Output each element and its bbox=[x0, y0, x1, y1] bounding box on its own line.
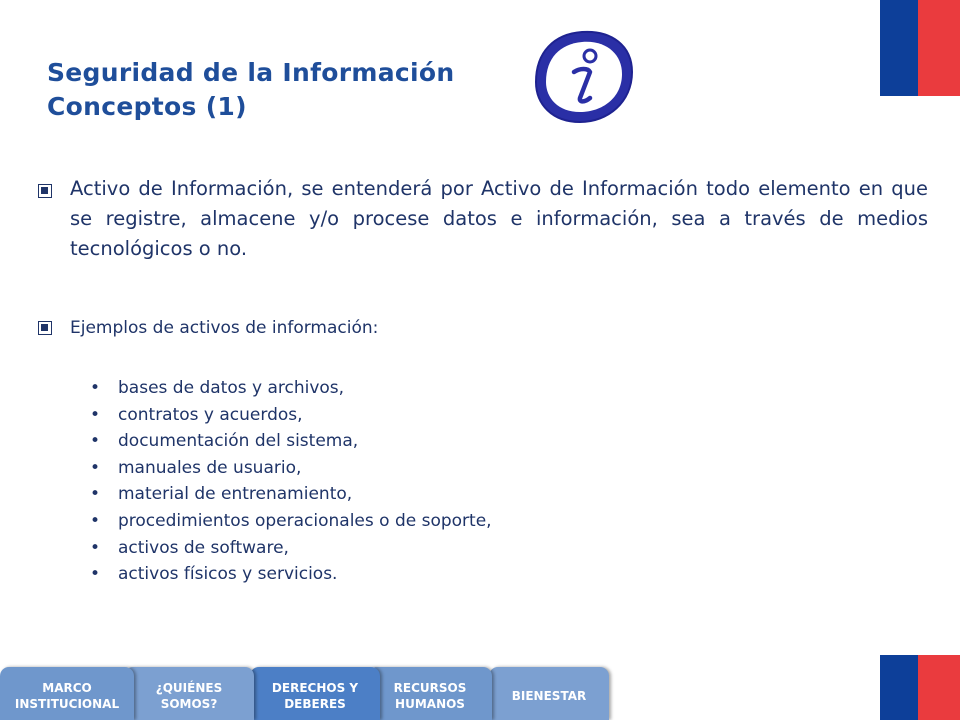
list-item-text: material de entrenamiento, bbox=[118, 484, 353, 505]
nav-quienes-somos-button[interactable] bbox=[124, 667, 254, 720]
nav-label: INSTITUCIONAL bbox=[14, 696, 120, 711]
nav-label: ¿QUIÉNES bbox=[155, 680, 223, 695]
nav-label: MARCO bbox=[42, 680, 92, 695]
bullet-dot: • bbox=[90, 510, 101, 531]
slide-title bbox=[47, 56, 454, 124]
bullet-dot: • bbox=[90, 431, 101, 452]
list-item bbox=[90, 561, 492, 588]
nav-label: DERECHOS Y bbox=[271, 680, 359, 695]
info-icon bbox=[530, 28, 638, 126]
activo-definition: Activo de Información, se entenderá por Activo de Información todo elemento en que se registre, almacene y/o procese datos e información, sea a través de medios tecnológicos o no. bbox=[70, 177, 928, 260]
bullet-dot: • bbox=[90, 457, 101, 478]
flag-stripe-top bbox=[880, 0, 960, 96]
nav-bienestar-button[interactable] bbox=[489, 667, 609, 720]
list-item bbox=[90, 535, 492, 562]
list-item bbox=[90, 402, 492, 429]
nav-recursos-humanos-button[interactable] bbox=[368, 667, 492, 720]
checkbox-bullet-icon bbox=[38, 184, 52, 198]
list-item-text: manuales de usuario, bbox=[118, 457, 302, 478]
bullet-dot: • bbox=[90, 564, 101, 585]
list-item-text: activos físicos y servicios. bbox=[118, 564, 338, 585]
bullet-dot: • bbox=[90, 404, 101, 425]
nav-derechos-deberes-button[interactable] bbox=[250, 667, 380, 720]
flag-red-band bbox=[918, 655, 960, 720]
checkbox-bullet-icon bbox=[38, 321, 52, 335]
flag-red-band bbox=[918, 0, 960, 96]
list-item bbox=[90, 375, 492, 402]
bullet-dot: • bbox=[90, 378, 101, 398]
title-line-1: Seguridad de la Información bbox=[47, 58, 455, 87]
examples-list bbox=[90, 375, 492, 588]
title-line-2: Conceptos (1) bbox=[47, 92, 247, 121]
flag-stripe-bottom bbox=[880, 655, 960, 720]
nav-label: SOMOS? bbox=[160, 696, 218, 711]
nav-label: RECURSOS bbox=[393, 680, 467, 695]
list-item-text: contratos y acuerdos, bbox=[118, 404, 303, 425]
bottom-nav bbox=[0, 667, 620, 720]
list-item bbox=[90, 455, 492, 482]
list-item bbox=[90, 508, 492, 535]
examples-heading: Ejemplos de activos de información: bbox=[70, 318, 379, 338]
list-item-text: documentación del sistema, bbox=[118, 431, 359, 452]
nav-label: BIENESTAR bbox=[511, 688, 587, 703]
nav-label: HUMANOS bbox=[395, 696, 465, 711]
list-item bbox=[90, 481, 492, 508]
list-item bbox=[90, 428, 492, 455]
nav-label: DEBERES bbox=[284, 696, 346, 711]
flag-blue-band bbox=[880, 0, 918, 96]
bullet-dot: • bbox=[90, 537, 101, 558]
flag-blue-band bbox=[880, 655, 918, 720]
list-item-text: procedimientos operacionales o de soporte, bbox=[118, 510, 492, 531]
list-item-text: bases de datos y archivos, bbox=[118, 378, 345, 398]
list-item-text: activos de software, bbox=[118, 537, 289, 558]
nav-marco-institucional-button[interactable] bbox=[0, 667, 134, 720]
bullet-dot: • bbox=[90, 484, 101, 505]
